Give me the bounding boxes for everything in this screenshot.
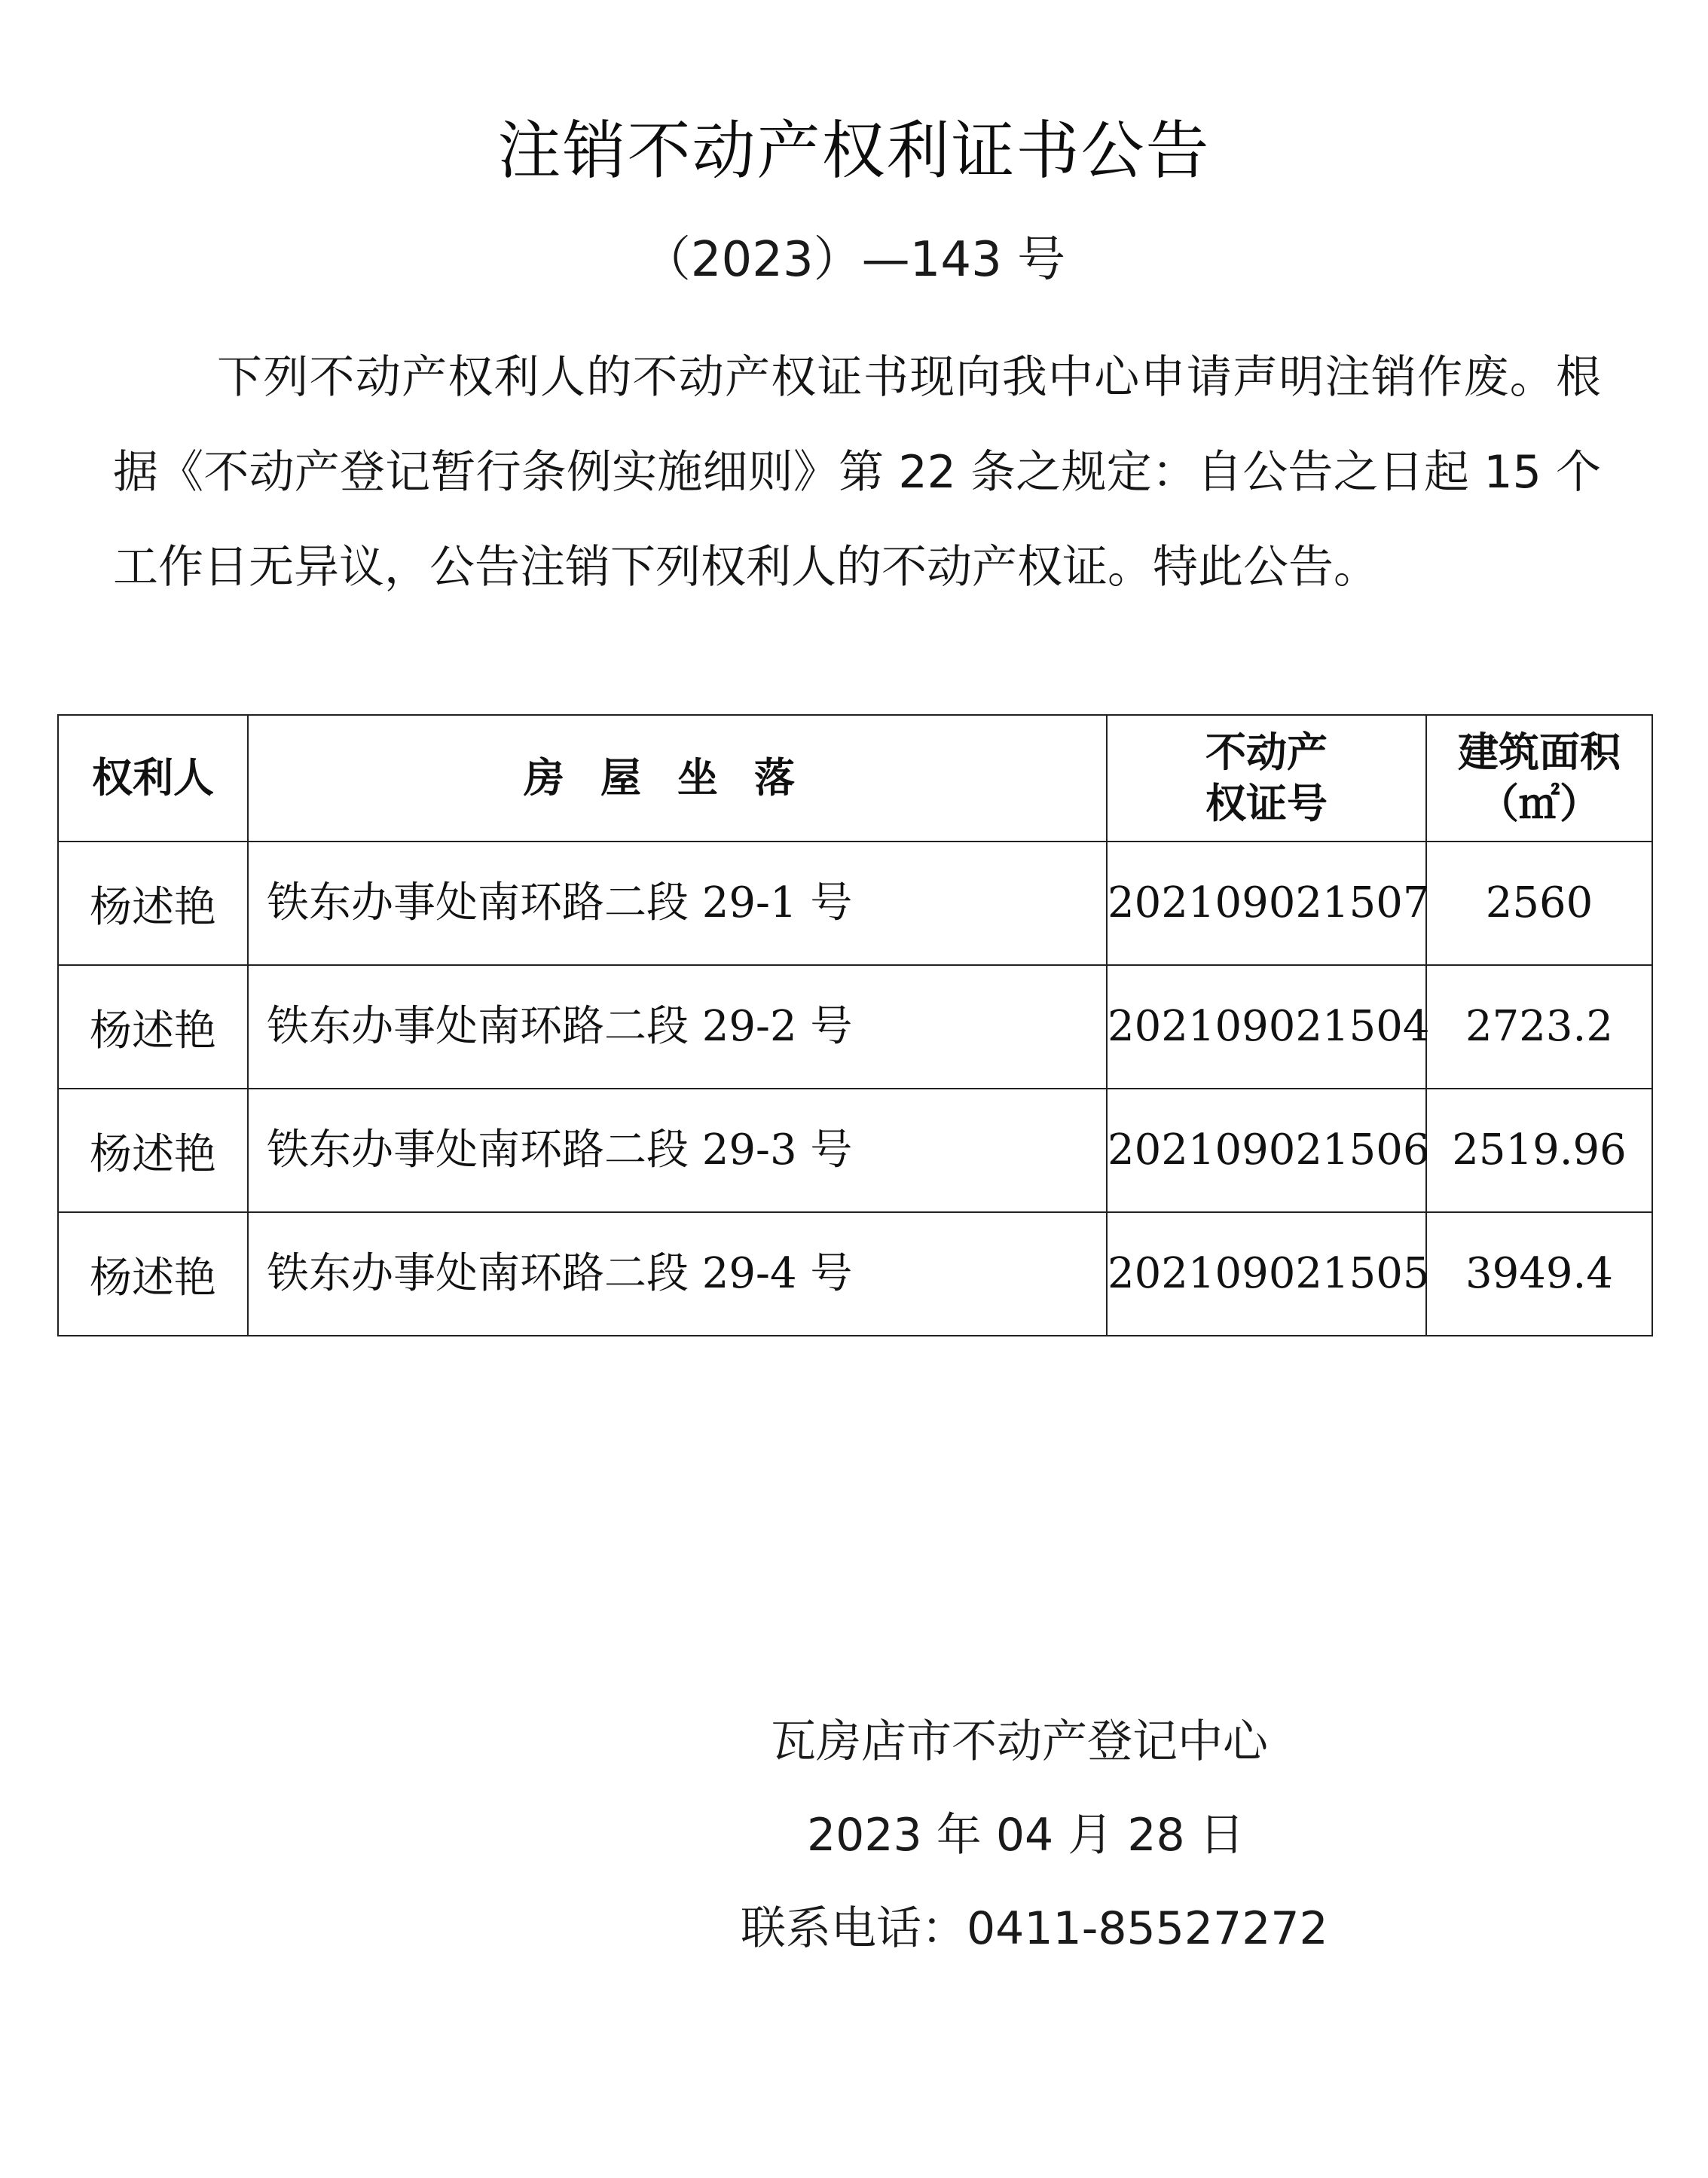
table-row [58, 965, 1652, 1089]
contact-phone: 联系电话：0411-85527272 [741, 1902, 1328, 1955]
header-location: 房屋坐落 [248, 715, 1107, 842]
cell-location: 铁东办事处南环路二段 29-2 号 [248, 965, 1107, 1089]
cell-owner: 杨述艳 [58, 1089, 248, 1212]
cell-owner: 杨述艳 [58, 1212, 248, 1336]
issuing-organization: 瓦房店市不动产登记中心 [771, 1715, 1268, 1768]
header-area-line2: （㎡） [1478, 780, 1600, 827]
cell-cert-number: 202109021505 [1107, 1212, 1426, 1336]
cell-area: 2560 [1426, 842, 1652, 965]
header-cert [1107, 715, 1426, 842]
table-row [58, 1212, 1652, 1336]
notice-body: 下列不动产权利人的不动产权证书现向我中心申请声明注销作废。根据《不动产登记暂行条例实施细则》第 22 条之规定：自公告之日起 15 个工作日无异议，公告注销下列权利人的不动产权证。特此公告。 [113, 351, 1601, 594]
cell-area: 3949.4 [1426, 1212, 1652, 1336]
cell-area: 2723.2 [1426, 965, 1652, 1089]
cell-location: 铁东办事处南环路二段 29-4 号 [248, 1212, 1107, 1336]
header-cert-line1: 不动产 [1205, 729, 1328, 776]
cell-owner: 杨述艳 [58, 965, 248, 1089]
cell-cert-number: 202109021504 [1107, 965, 1426, 1089]
cell-location: 铁东办事处南环路二段 29-3 号 [248, 1089, 1107, 1212]
header-area-line1: 建筑面积 [1458, 729, 1621, 776]
cell-location: 铁东办事处南环路二段 29-1 号 [248, 842, 1107, 965]
certificate-table [57, 714, 1653, 1336]
cell-area: 2519.96 [1426, 1089, 1652, 1212]
cell-owner: 杨述艳 [58, 842, 248, 965]
notice-title: 注销不动产权利证书公告 [497, 114, 1211, 188]
table-row [58, 842, 1652, 965]
issue-date: 2023 年 04 月 28 日 [807, 1809, 1245, 1862]
header-cert-line2: 权证号 [1205, 780, 1328, 827]
cell-cert-number: 202109021506 [1107, 1089, 1426, 1212]
notice-number: （2023）—143 号 [642, 232, 1066, 288]
table-header-row [58, 715, 1652, 842]
header-area [1426, 715, 1652, 842]
header-owner: 权利人 [58, 715, 248, 842]
table-row [58, 1089, 1652, 1212]
cell-cert-number: 202109021507 [1107, 842, 1426, 965]
